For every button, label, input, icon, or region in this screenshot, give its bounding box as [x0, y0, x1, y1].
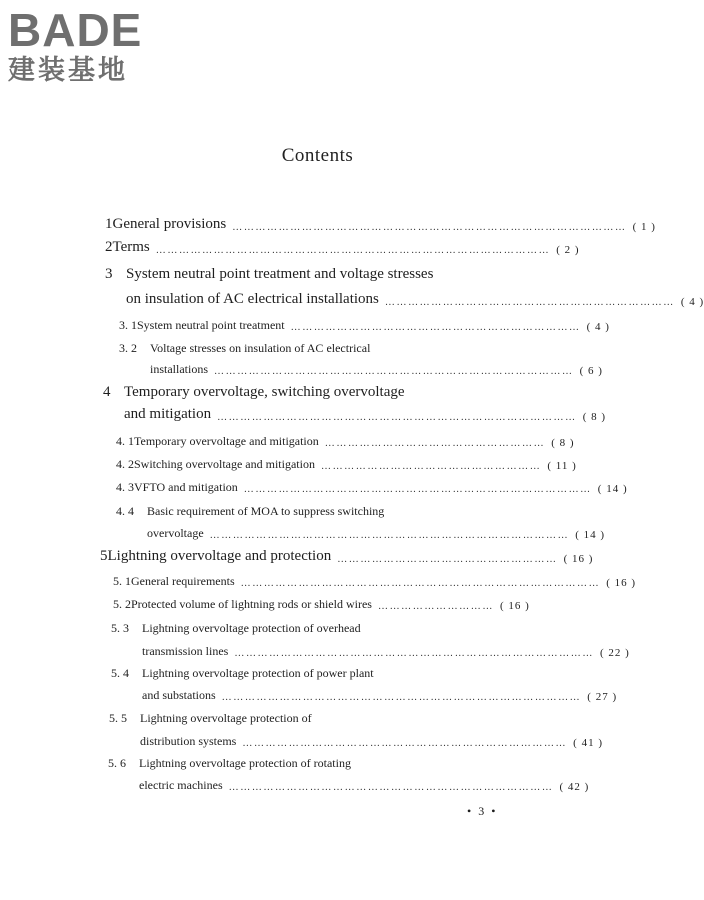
entry-title-line2: overvoltage: [147, 526, 204, 540]
entry-number: 4. 3: [116, 480, 134, 494]
leader-dots: …………………………: [377, 601, 494, 612]
entry-page: ( 16 ): [499, 600, 530, 612]
entry-page: ( 41 ): [573, 737, 603, 749]
entry-page: ( 2 ): [556, 244, 580, 256]
toc-entry-3[interactable]: [105, 266, 433, 283]
entry-number: 4: [103, 384, 111, 400]
leader-dots: …………………………………………………………………………………: [217, 412, 577, 423]
entry-title-line2: distribution systems: [140, 734, 237, 748]
toc-entry-4-2[interactable]: [116, 457, 577, 472]
leader-dots: …………………………………………………………………………………: [214, 366, 574, 377]
entry-page: ( 6 ): [579, 365, 603, 377]
entry-title-line1: Voltage stresses on insulation of AC electrical: [150, 341, 371, 355]
entry-title-line1: Lightning overvoltage protection of power plant: [142, 666, 374, 680]
toc-entry-3-2-cont: [150, 362, 603, 377]
toc-entry-5-5-cont: [140, 734, 603, 749]
leader-dots: …………………………………………………………………: [290, 322, 581, 333]
page-title: Contents: [281, 145, 354, 166]
leader-dots: …………………………………………………………………………………: [234, 648, 594, 659]
entry-number: 4. 1: [116, 434, 134, 448]
leader-dots: …………………………………………………………………: [384, 297, 675, 308]
toc-entry-5-5[interactable]: [109, 711, 312, 726]
logo-text: BADE: [8, 4, 143, 56]
leader-dots: …………………………………………………………………………………: [221, 692, 582, 703]
entry-title: General provisions: [112, 216, 227, 232]
entry-page: ( 1 ): [632, 221, 656, 233]
toc-entry-3-1[interactable]: [119, 318, 610, 333]
toc-entry-4-1[interactable]: [116, 434, 575, 449]
entry-number: 5. 4: [111, 666, 129, 680]
entry-title-line1: System neutral point treatment and voltage stresses: [126, 266, 434, 282]
entry-title-line2: installations: [150, 362, 208, 376]
toc-entry-3-2[interactable]: [119, 341, 370, 356]
toc-entry-4-4[interactable]: [116, 504, 384, 519]
entry-page: ( 4 ): [586, 321, 610, 333]
entry-title-line2: and substations: [142, 688, 216, 702]
entry-number: 5. 5: [109, 711, 127, 725]
toc-entry-5-4-cont: [142, 688, 618, 703]
toc-entry-5-6-cont: [139, 778, 590, 793]
leader-dots: ………………………………………………………………………………: [243, 484, 592, 495]
entry-title-line2: and mitigation: [124, 406, 212, 422]
toc-entry-5-2[interactable]: [113, 597, 530, 612]
entry-title: VFTO and mitigation: [134, 480, 238, 494]
entry-number: 3: [105, 266, 113, 282]
toc-entry-5-3[interactable]: [111, 621, 361, 636]
leader-dots: …………………………………………………: [320, 461, 542, 472]
entry-number: 2: [105, 239, 113, 255]
entry-title-line1: Lightning overvoltage protection of: [140, 711, 312, 725]
entry-title-line1: Temporary overvoltage, switching overvoltage: [124, 384, 405, 400]
entry-page: ( 11 ): [547, 460, 577, 472]
toc-entry-1[interactable]: [105, 216, 656, 233]
entry-number: 4. 2: [116, 457, 134, 471]
entry-number: 5. 3: [111, 621, 129, 635]
toc-entry-5-1[interactable]: [113, 574, 637, 589]
entry-page: ( 42 ): [559, 781, 590, 793]
entry-page: ( 16 ): [606, 577, 637, 589]
entry-page: ( 22 ): [599, 647, 630, 659]
entry-title-line2: transmission lines: [142, 644, 229, 658]
entry-title: Lightning overvoltage and protection: [107, 548, 332, 564]
toc-entry-4-4-cont: [147, 526, 606, 541]
entry-title: Protected volume of lightning rods or shield wires: [131, 597, 372, 611]
page-number: • 3 •: [467, 804, 498, 818]
entry-number: 3. 2: [119, 341, 137, 355]
toc-entry-5-3-cont: [142, 644, 630, 659]
entry-number: 5: [100, 548, 108, 564]
toc-entry-4-3[interactable]: [116, 480, 628, 495]
entry-page: ( 16 ): [563, 553, 594, 565]
entry-title-line1: Basic requirement of MOA to suppress switching: [147, 504, 385, 518]
entry-title-line1: Lightning overvoltage protection of rotating: [139, 756, 351, 770]
entry-page: ( 27 ): [587, 691, 618, 703]
leader-dots: …………………………………………………: [324, 438, 546, 449]
entry-title: Temporary overvoltage and mitigation: [134, 434, 319, 448]
leader-dots: …………………………………………………………………………………………: [232, 222, 627, 233]
entry-number: 4. 4: [116, 504, 134, 518]
entry-number: 3. 1: [119, 318, 137, 332]
entry-number: 5. 1: [113, 574, 131, 588]
toc-entry-2[interactable]: [105, 239, 580, 256]
logo-subtitle: 建装基地: [8, 55, 128, 86]
toc-entry-5[interactable]: [100, 548, 594, 565]
entry-number: 5. 6: [108, 756, 126, 770]
entry-title-line2: on insulation of AC electrical installations: [126, 291, 379, 307]
entry-title-line2: electric machines: [139, 778, 223, 792]
entry-page: ( 8 ): [582, 411, 607, 423]
entry-title-line1: Lightning overvoltage protection of overhead: [142, 621, 361, 635]
entry-title: Switching overvoltage and mitigation: [134, 457, 315, 471]
toc-entry-4[interactable]: [103, 384, 405, 401]
entry-title: General requirements: [131, 574, 235, 588]
toc-entry-5-6[interactable]: [108, 756, 351, 771]
entry-number: 5. 2: [113, 597, 131, 611]
leader-dots: …………………………………………………………………………: [228, 782, 554, 793]
entry-page: ( 14 ): [597, 483, 628, 495]
toc-entry-4-cont: [124, 406, 607, 423]
leader-dots: …………………………………………………: [337, 554, 558, 565]
leader-dots: …………………………………………………………………………………: [209, 530, 570, 541]
entry-number: 1: [105, 216, 113, 232]
leader-dots: …………………………………………………………………………: [242, 738, 568, 749]
entry-title: Terms: [112, 239, 150, 255]
leader-dots: …………………………………………………………………………………………: [155, 245, 551, 256]
entry-page: ( 8 ): [551, 437, 575, 449]
entry-title: System neutral point treatment: [137, 318, 285, 332]
logo: [8, 6, 178, 88]
entry-page: ( 4 ): [680, 296, 704, 308]
entry-page: ( 14 ): [575, 529, 606, 541]
leader-dots: …………………………………………………………………………………: [240, 578, 601, 589]
toc-entry-5-4[interactable]: [111, 666, 374, 681]
toc-entry-3-cont: [126, 291, 704, 308]
